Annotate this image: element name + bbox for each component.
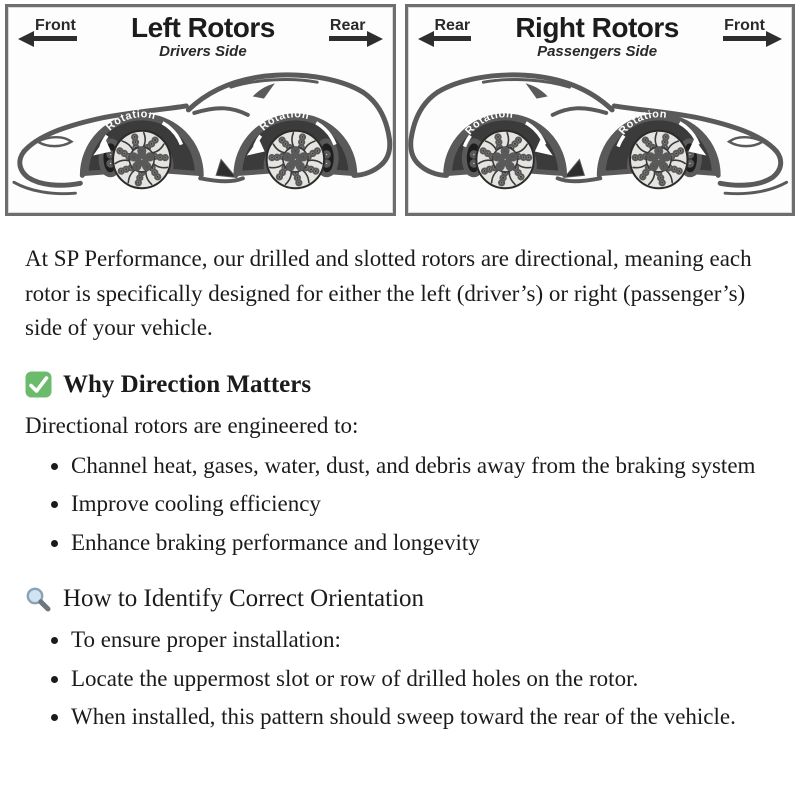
left-rotors-panel (5, 4, 396, 216)
panel-title: Right Rotors (515, 12, 679, 43)
benefits-list (25, 449, 770, 561)
article-body (0, 216, 800, 735)
left-car-sketch (8, 55, 393, 213)
list-item: • When installed, this pattern should sweep toward the rear of the vehicle. (71, 700, 770, 735)
arrow-head-left-icon (18, 31, 34, 47)
left-panel-title-block (77, 14, 329, 60)
direction-label: Front (723, 18, 766, 41)
rotation-label: Rotation (462, 108, 514, 138)
section-heading: How to Identify Correct Orientation (63, 585, 425, 612)
list-item: • Channel heat, gases, water, dust, and debris away from the braking system (71, 449, 770, 484)
rotation-label: Rotation (103, 108, 157, 134)
arrow-head-right-icon (766, 31, 782, 47)
front-arrow-right (723, 18, 782, 41)
rotation-label: Rotation (616, 108, 668, 138)
right-panel-title-block (471, 14, 723, 60)
direction-label: Rear (434, 18, 472, 41)
magnifying-glass-icon (25, 586, 52, 613)
intro-paragraph: At SP Performance, our drilled and slotted rotors are directional, meaning each rotor is specifically designed for either the left (driver’s) or right (passenger’s) side of your vehicle. (25, 246, 752, 340)
panel-subtitle: Drivers Side (159, 43, 247, 60)
right-panel-header (408, 7, 793, 60)
rear-arrow-right (329, 18, 383, 41)
section-heading: Why Direction Matters (63, 370, 312, 398)
right-car-sketch (408, 55, 793, 213)
how-to-identify-heading-row (25, 585, 770, 613)
engineered-lead: Directional rotors are engineered to: (25, 412, 359, 438)
left-panel-header (8, 7, 393, 60)
front-arrow-left (18, 18, 77, 41)
arrow-head-right-icon (367, 31, 383, 47)
check-mark-icon (25, 371, 52, 398)
list-item: • To ensure proper installation: (71, 623, 770, 658)
list-item: • Enhance braking performance and longevity (71, 526, 770, 561)
right-rotors-panel (405, 4, 796, 216)
list-item: • Improve cooling efficiency (71, 487, 770, 522)
panel-title: Left Rotors (130, 12, 275, 43)
list-item: • Locate the uppermost slot or row of drilled holes on the rotor. (71, 662, 770, 697)
panel-subtitle: Passengers Side (537, 43, 658, 60)
rotation-label: Rotation (257, 108, 311, 134)
direction-label: Front (34, 18, 77, 41)
rear-arrow-left (418, 18, 472, 41)
arrow-head-left-icon (418, 31, 434, 47)
why-direction-heading-row (25, 371, 770, 399)
direction-label: Rear (329, 18, 367, 41)
rotor-direction-diagram (0, 0, 800, 216)
orientation-list (25, 623, 770, 735)
